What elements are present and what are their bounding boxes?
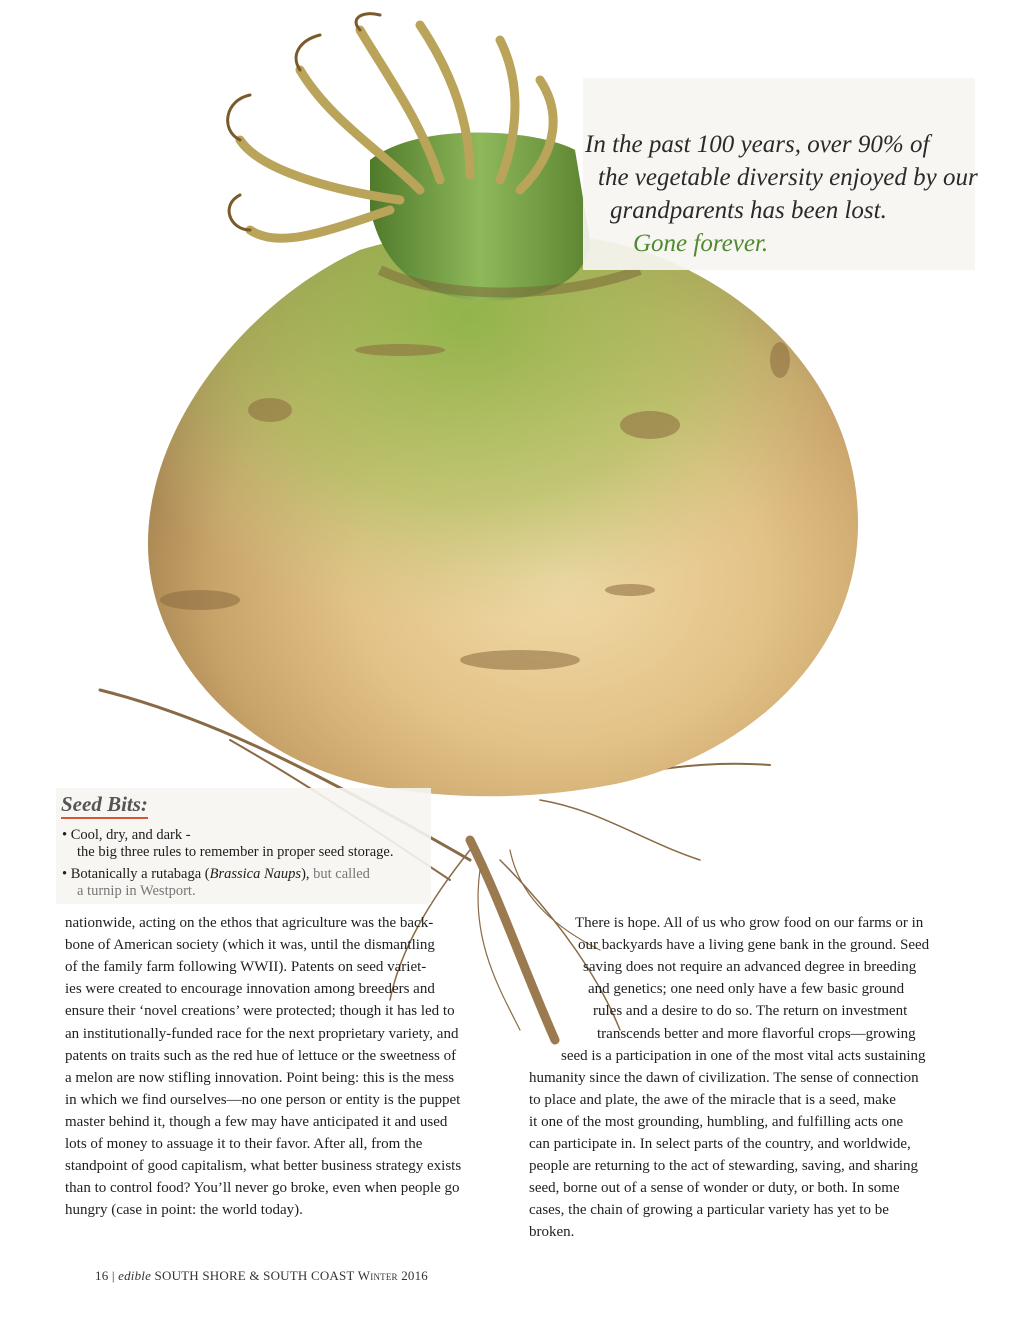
seed-bits-box — [56, 788, 431, 904]
right_column-line: cases, the chain of growing a particular variety has yet to be — [529, 1202, 889, 1219]
left_column-line: hungry (case in point: the world today). — [65, 1202, 303, 1219]
right_column-line: and genetics; one need only have a few basic ground — [588, 981, 905, 998]
right_column-line: seed is a participation in one of the most vital acts sustaining — [561, 1047, 926, 1064]
left_column-line: a melon are now stifling innovation. Point being: this is the mess — [65, 1069, 455, 1086]
seed-bit-1-line-1: • Cool, dry, and dark - — [62, 827, 191, 843]
left_column-line: master behind it, though a few may have anticipated it and used — [65, 1113, 448, 1130]
right_column-line: transcends better and more flavorful crops—growing — [597, 1025, 916, 1042]
seed-bits-title: Seed Bits: — [61, 791, 148, 819]
footer-separator: | — [111, 1268, 115, 1283]
left_column-line: ensure their ‘novel creations’ were protected; though it has led to — [65, 1003, 455, 1020]
left_column-line: standpoint of good capitalism, what better business strategy exists — [65, 1158, 462, 1175]
pull-quote-line-2: the vegetable diversity enjoyed by our — [598, 164, 978, 191]
left_column-line: bone of American society (which it was, until the dismantling — [65, 937, 435, 954]
right_column-line: it one of the most grounding, humbling, and fulfilling acts one — [529, 1113, 904, 1130]
left_column-line: of the family farm following WWII). Patents on seed variet- — [65, 959, 427, 976]
footer-brand-italic: edible — [118, 1268, 152, 1283]
right_column-line: can participate in. In select parts of the country, and worldwide, — [529, 1136, 911, 1152]
pull-quote-emphasis: Gone forever. — [633, 230, 769, 257]
pull-quote-line-1: In the past 100 years, over 90% of — [585, 131, 930, 158]
right_column-line: There is hope. All of us who grow food on our farms or in — [575, 915, 924, 931]
seed-bit-2-line-1 — [62, 865, 370, 883]
right_column-line: our backyards have a living gene bank in the ground. Seed — [578, 937, 930, 954]
seed-bit-1-line-2: the big three rules to remember in proper seed storage. — [77, 844, 394, 860]
left_column-line: ies were created to encourage innovation among breeders and — [65, 981, 435, 998]
pull-quote — [583, 78, 978, 270]
left_column-line: patents on traits such as the red hue of lettuce or the sweetness of — [65, 1047, 457, 1064]
seed-bit-2-pre: • Botanically a rutabaga ( — [62, 866, 210, 882]
page-number: 16 — [95, 1268, 109, 1283]
right_column-line: to place and plate, the awe of the miracle that is a seed, make — [529, 1091, 896, 1108]
left_column-line: nationwide, acting on the ethos that agriculture was the back- — [65, 915, 434, 931]
left_column-line: than to control food? You’ll never go broke, even when people go — [65, 1180, 460, 1197]
right_column-line: rules and a desire to do so. The return on investment — [593, 1003, 908, 1020]
seed-bit-2-latin-name: Brassica Naups — [209, 866, 302, 882]
right_column-line: humanity since the dawn of civilization. The sense of connection — [529, 1069, 919, 1086]
pull-quote-line-3: grandparents has been lost. — [610, 197, 887, 224]
right_column-line: people are returning to the act of stewarding, saving, and sharing — [529, 1158, 919, 1175]
footer-season: Winter 2016 — [357, 1268, 429, 1283]
left_column-line: an institutionally-funded race for the next proprietary variety, and — [65, 1025, 459, 1042]
page-footer — [95, 1268, 428, 1284]
seed-bit-2-line-2: a turnip in Westport. — [77, 883, 196, 899]
left_column-line: lots of money to assuage it to their favor. After all, from the — [65, 1136, 423, 1152]
seed-bit-2-gray: but called — [309, 866, 370, 882]
right_column-line: saving does not require an advanced degree in breeding — [583, 959, 917, 976]
right_column-line: seed, borne out of a sense of wonder or duty, or both. In some — [529, 1180, 900, 1197]
footer-brand: SOUTH SHORE & SOUTH COAST — [154, 1268, 355, 1283]
seed-bit-2-post: ), — [301, 866, 310, 882]
right_column-line: broken. — [529, 1224, 575, 1241]
left_column-line: in which we find ourselves—no one person or entity is the puppet — [65, 1091, 461, 1108]
